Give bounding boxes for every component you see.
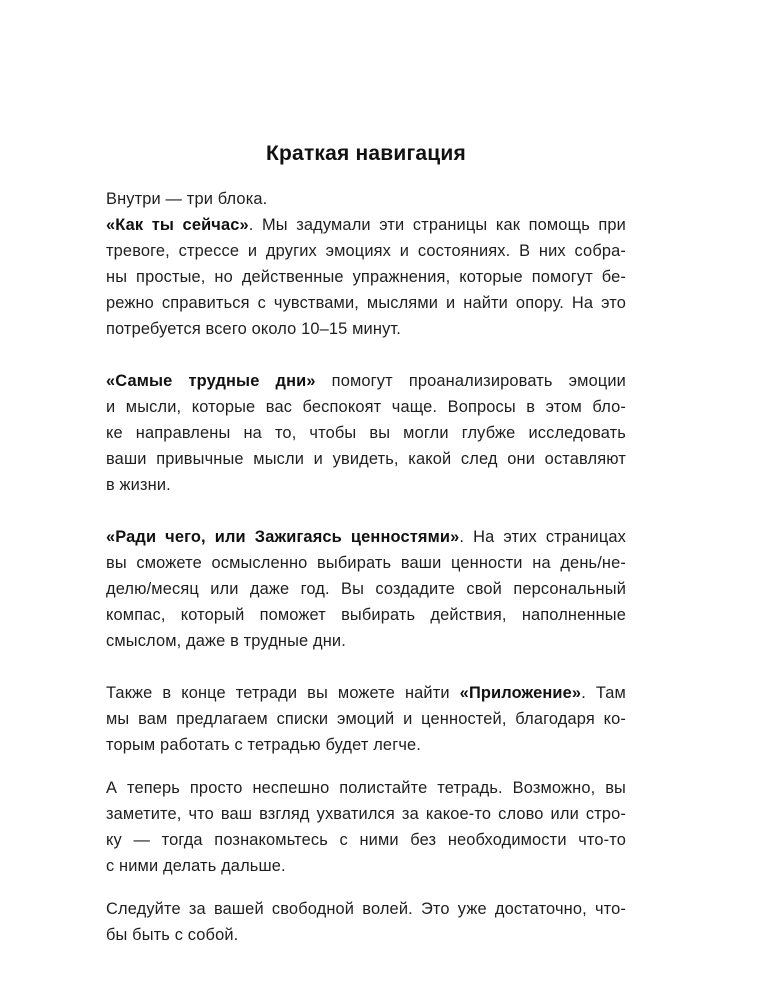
appendix-paragraph: Также в конце тетради вы можете найти «Приложение». Там мы вам предлагаем списки эмоций и ценностей, благодаря ко- торым работать с тетрадью будет легче. xyxy=(106,684,626,754)
block-title: «Самые трудные дни» xyxy=(106,372,316,390)
appendix-title: «Приложение» xyxy=(459,684,582,702)
browse-paragraph: А теперь просто неспешно полистайте тетрадь. Возможно, вы заметите, что ваш взгляд ухватился за какое-то слово или стро- ку — тогда познакомьтесь с ними без необходимости что-то с ними делать дальше. xyxy=(106,779,626,875)
block-how-are-you: «Как ты сейчас». Мы задумали эти страницы как помощь при тревоге, стрессе и других эмоциях и состояниях. В них собра- ны простые, но действенные упражнения, которые помогут бе- режно справиться с чувствами, мыслями и найти опору. На это потребуется всего около 10–15 минут. xyxy=(106,216,626,338)
block-title: «Как ты сейчас» xyxy=(106,216,249,234)
document-page xyxy=(106,138,626,948)
closing-paragraph: Следуйте за вашей свободной волей. Это уже достаточно, что- бы быть с собой. xyxy=(106,900,626,944)
block-values: «Ради чего, или Зажигаясь ценностями». На этих страницах вы сможете осмысленно выбирать ваши ценности на день/не- делю/месяц или даже год. Вы создадите свой персональный компас, который поможет выбирать действия, наполненные смыслом, даже в трудные дни. xyxy=(106,528,627,650)
block-title: «Ради чего, или Зажигаясь ценностями» xyxy=(106,528,460,546)
block-hardest-days: «Самые трудные дни» помогут проанализировать эмоции и мысли, которые вас беспокоят чаще. Вопросы в этом бло- ке направлены на то, чтобы вы могли глубже исследовать ваши привычные мысли и увидеть, какой след они оставляют в жизни. xyxy=(106,372,626,494)
intro-paragraph xyxy=(106,186,626,212)
page-title: Краткая навигация xyxy=(266,142,466,165)
intro-text: Внутри — три блока. xyxy=(106,190,268,208)
